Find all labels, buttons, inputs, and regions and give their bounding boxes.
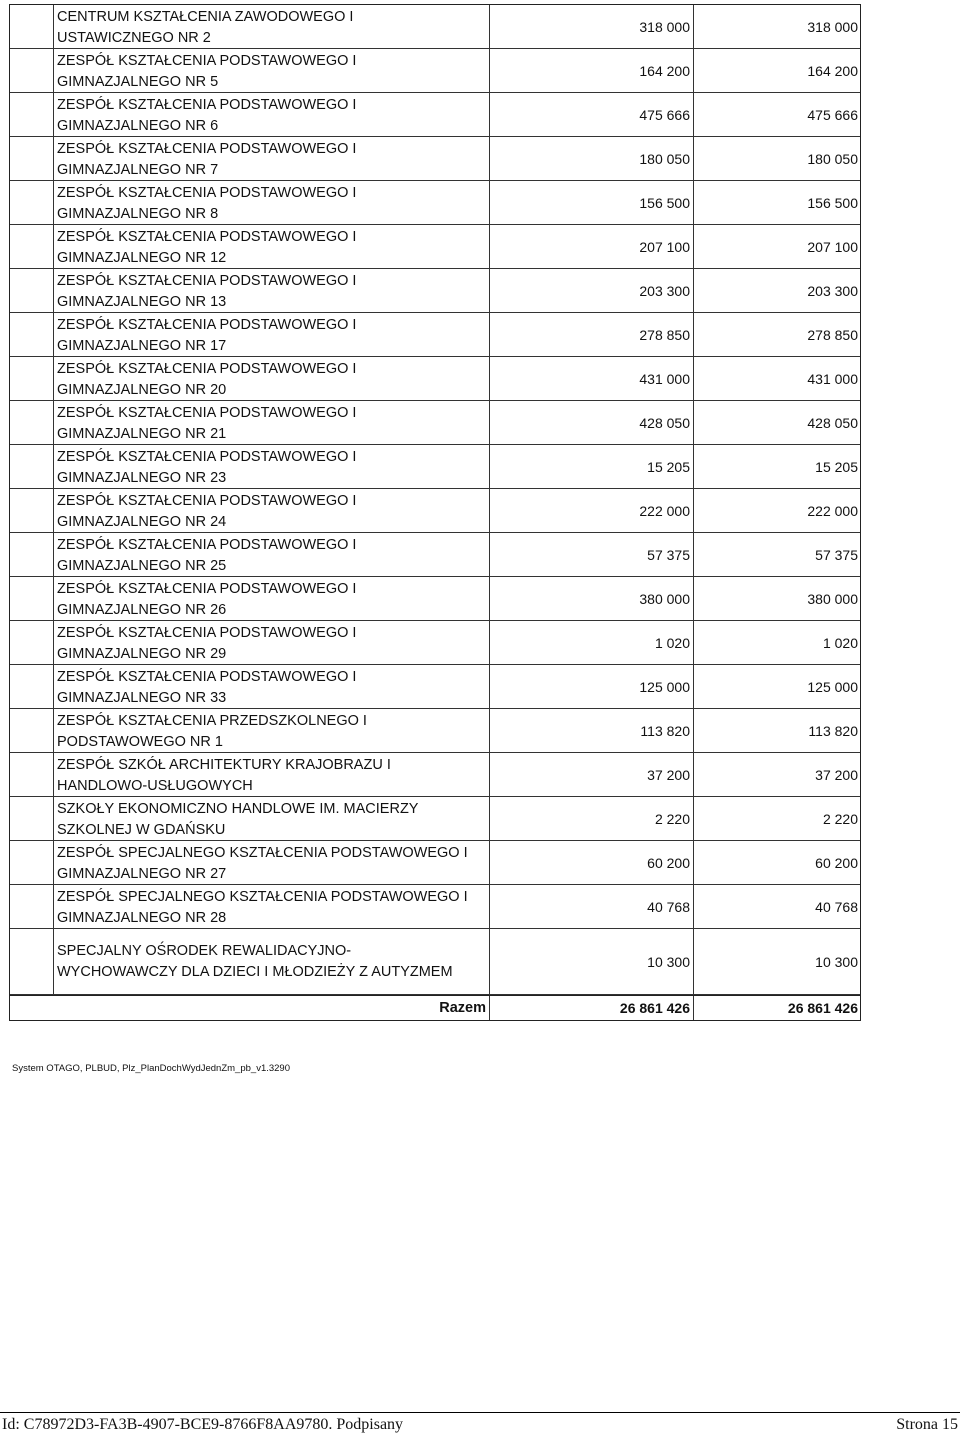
unit-name-line-1: ZESPÓŁ KSZTAŁCENIA PODSTAWOWEGO I bbox=[57, 669, 357, 685]
table-row bbox=[10, 885, 860, 929]
unit-name-cell bbox=[54, 885, 490, 928]
table-row bbox=[10, 753, 860, 797]
unit-name-cell bbox=[54, 225, 490, 268]
after-change-value-cell: 318 000 bbox=[807, 18, 858, 35]
table-row bbox=[10, 49, 860, 93]
plan-value-cell: 156 500 bbox=[490, 181, 694, 224]
plan-value-cell: 164 200 bbox=[490, 49, 694, 92]
unit-name-line-1: ZESPÓŁ KSZTAŁCENIA PODSTAWOWEGO I bbox=[57, 141, 357, 157]
index-cell bbox=[10, 577, 54, 620]
unit-name-line-1: ZESPÓŁ KSZTAŁCENIA PODSTAWOWEGO I bbox=[57, 625, 357, 641]
document-id: Id: C78972D3-FA3B-4907-BCE9-8766F8AA9780. Podpisany bbox=[2, 1416, 404, 1433]
system-note: System OTAGO, PLBUD, Plz_PlanDochWydJednZm_pb_v1.3290 bbox=[12, 1063, 290, 1074]
after-change-value-cell: 431 000 bbox=[807, 370, 858, 387]
after-change-value-cell: 113 820 bbox=[808, 722, 858, 739]
unit-name-cell bbox=[54, 181, 490, 224]
after-change-value-cell: 428 050 bbox=[807, 414, 858, 431]
plan-value-cell: 125 000 bbox=[490, 665, 694, 708]
unit-name-line-2: GIMNAZJALNEGO NR 33 bbox=[57, 690, 227, 706]
plan-value-cell: 278 850 bbox=[490, 313, 694, 356]
total-label: Razem bbox=[54, 996, 490, 1020]
unit-name-line-1: ZESPÓŁ KSZTAŁCENIA PODSTAWOWEGO I bbox=[57, 185, 357, 201]
table-row bbox=[10, 225, 860, 269]
total-spacer-cell bbox=[10, 996, 54, 1020]
unit-name-line-1: ZESPÓŁ SPECJALNEGO KSZTAŁCENIA PODSTAWOWEGO I bbox=[57, 845, 468, 861]
total-row bbox=[10, 995, 860, 1021]
unit-name-cell bbox=[54, 753, 490, 796]
unit-name-cell bbox=[54, 401, 490, 444]
after-change-value-cell: 380 000 bbox=[807, 590, 858, 607]
plan-value-cell: 431 000 bbox=[490, 357, 694, 400]
unit-name-line-2: GIMNAZJALNEGO NR 12 bbox=[57, 250, 227, 266]
after-change-value-cell: 15 205 bbox=[815, 458, 858, 475]
table-row bbox=[10, 5, 860, 49]
index-cell bbox=[10, 269, 54, 312]
unit-name-cell bbox=[54, 665, 490, 708]
unit-name-line-1: ZESPÓŁ KSZTAŁCENIA PODSTAWOWEGO I bbox=[57, 537, 357, 553]
unit-name-line-2: GIMNAZJALNEGO NR 20 bbox=[57, 382, 227, 398]
unit-name-line-1: SPECJALNY OŚRODEK REWALIDACYJNO- bbox=[57, 943, 352, 959]
unit-name-line-2: GIMNAZJALNEGO NR 27 bbox=[57, 866, 227, 882]
after-change-value-cell: 203 300 bbox=[807, 282, 858, 299]
index-cell bbox=[10, 841, 54, 884]
unit-name-line-1: ZESPÓŁ SPECJALNEGO KSZTAŁCENIA PODSTAWOWEGO I bbox=[57, 889, 468, 905]
plan-value-cell: 37 200 bbox=[490, 753, 694, 796]
index-cell bbox=[10, 533, 54, 576]
unit-name-line-1: ZESPÓŁ KSZTAŁCENIA PODSTAWOWEGO I bbox=[57, 361, 357, 377]
unit-name-line-2: GIMNAZJALNEGO NR 23 bbox=[57, 470, 227, 486]
table-row bbox=[10, 489, 860, 533]
unit-name-line-2: HANDLOWO-USŁUGOWYCH bbox=[57, 778, 253, 794]
after-change-value-cell: 2 220 bbox=[822, 810, 858, 827]
table-row bbox=[10, 841, 860, 885]
index-cell bbox=[10, 181, 54, 224]
unit-name-line-2: WYCHOWAWCZY DLA DZIECI I MŁODZIEŻY Z AUTYZMEM bbox=[57, 964, 453, 980]
plan-value-cell: 475 666 bbox=[490, 93, 694, 136]
after-change-value-cell: 156 500 bbox=[807, 194, 858, 211]
table-row bbox=[10, 269, 860, 313]
index-cell bbox=[10, 753, 54, 796]
unit-name-cell bbox=[54, 621, 490, 664]
index-cell bbox=[10, 709, 54, 752]
unit-name-line-2: GIMNAZJALNEGO NR 28 bbox=[57, 910, 227, 926]
table-row bbox=[10, 797, 860, 841]
plan-value-cell: 203 300 bbox=[490, 269, 694, 312]
unit-name-line-2: GIMNAZJALNEGO NR 24 bbox=[57, 514, 227, 530]
index-cell bbox=[10, 665, 54, 708]
unit-name-line-1: CENTRUM KSZTAŁCENIA ZAWODOWEGO I bbox=[57, 9, 354, 25]
after-change-value-cell: 222 000 bbox=[807, 502, 858, 519]
table-row bbox=[10, 577, 860, 621]
unit-name-line-1: ZESPÓŁ KSZTAŁCENIA PODSTAWOWEGO I bbox=[57, 493, 357, 509]
plan-value-cell: 10 300 bbox=[490, 929, 694, 994]
unit-name-line-1: ZESPÓŁ KSZTAŁCENIA PODSTAWOWEGO I bbox=[57, 97, 357, 113]
unit-name-line-2: GIMNAZJALNEGO NR 25 bbox=[57, 558, 227, 574]
after-change-value-cell: 278 850 bbox=[807, 326, 858, 343]
plan-value-cell: 207 100 bbox=[490, 225, 694, 268]
plan-value-cell: 60 200 bbox=[490, 841, 694, 884]
unit-name-cell bbox=[54, 533, 490, 576]
table-row bbox=[10, 621, 860, 665]
after-change-value-cell: 60 200 bbox=[815, 854, 858, 871]
unit-name-line-2: SZKOLNEJ W GDAŃSKU bbox=[57, 822, 226, 838]
table-row bbox=[10, 357, 860, 401]
table-row bbox=[10, 445, 860, 489]
table-row bbox=[10, 709, 860, 753]
total-plan-value: 26 861 426 bbox=[490, 996, 694, 1020]
unit-name-line-1: ZESPÓŁ KSZTAŁCENIA PODSTAWOWEGO I bbox=[57, 317, 357, 333]
table-row bbox=[10, 929, 860, 995]
unit-name-line-1: ZESPÓŁ KSZTAŁCENIA PODSTAWOWEGO I bbox=[57, 273, 357, 289]
unit-name-line-2: GIMNAZJALNEGO NR 13 bbox=[57, 294, 227, 310]
unit-name-line-2: GIMNAZJALNEGO NR 5 bbox=[57, 74, 219, 90]
unit-name-line-2: USTAWICZNEGO NR 2 bbox=[57, 30, 211, 46]
unit-name-line-2: GIMNAZJALNEGO NR 17 bbox=[57, 338, 227, 354]
table-row bbox=[10, 401, 860, 445]
unit-name-line-2: GIMNAZJALNEGO NR 8 bbox=[57, 206, 219, 222]
after-change-value-cell: 37 200 bbox=[815, 766, 858, 783]
plan-value-cell: 1 020 bbox=[490, 621, 694, 664]
unit-name-line-2: GIMNAZJALNEGO NR 7 bbox=[57, 162, 219, 178]
plan-value-cell: 15 205 bbox=[490, 445, 694, 488]
unit-name-cell bbox=[54, 313, 490, 356]
index-cell bbox=[10, 445, 54, 488]
index-cell bbox=[10, 489, 54, 532]
unit-name-line-1: SZKOŁY EKONOMICZNO HANDLOWE IM. MACIERZY bbox=[57, 801, 419, 817]
plan-value-cell: 113 820 bbox=[490, 709, 694, 752]
unit-name-cell bbox=[54, 5, 490, 48]
table-row bbox=[10, 665, 860, 709]
unit-name-cell bbox=[54, 49, 490, 92]
after-change-value-cell: 57 375 bbox=[815, 546, 858, 563]
budget-table bbox=[9, 4, 861, 1021]
after-change-value-cell: 180 050 bbox=[807, 150, 858, 167]
index-cell bbox=[10, 313, 54, 356]
plan-value-cell: 380 000 bbox=[490, 577, 694, 620]
unit-name-cell bbox=[54, 577, 490, 620]
footer-divider bbox=[0, 1412, 960, 1413]
after-change-value-cell: 164 200 bbox=[807, 62, 858, 79]
total-after-change-value: 26 861 426 bbox=[787, 1000, 858, 1016]
table-row bbox=[10, 533, 860, 577]
index-cell bbox=[10, 5, 54, 48]
table-row bbox=[10, 93, 860, 137]
table-row bbox=[10, 313, 860, 357]
after-change-value-cell: 10 300 bbox=[815, 953, 858, 970]
unit-name-line-1: ZESPÓŁ KSZTAŁCENIA PODSTAWOWEGO I bbox=[57, 449, 357, 465]
plan-value-cell: 2 220 bbox=[490, 797, 694, 840]
index-cell bbox=[10, 49, 54, 92]
page-number: Strona 15 bbox=[896, 1416, 958, 1433]
plan-value-cell: 57 375 bbox=[490, 533, 694, 576]
plan-value-cell: 222 000 bbox=[490, 489, 694, 532]
after-change-value-cell: 475 666 bbox=[807, 106, 858, 123]
unit-name-line-1: ZESPÓŁ KSZTAŁCENIA PODSTAWOWEGO I bbox=[57, 405, 357, 421]
plan-value-cell: 318 000 bbox=[490, 5, 694, 48]
index-cell bbox=[10, 357, 54, 400]
unit-name-cell bbox=[54, 357, 490, 400]
unit-name-line-1: ZESPÓŁ KSZTAŁCENIA PODSTAWOWEGO I bbox=[57, 229, 357, 245]
index-cell bbox=[10, 401, 54, 444]
unit-name-cell bbox=[54, 269, 490, 312]
plan-value-cell: 180 050 bbox=[490, 137, 694, 180]
after-change-value-cell: 40 768 bbox=[815, 898, 858, 915]
index-cell bbox=[10, 93, 54, 136]
unit-name-line-2: GIMNAZJALNEGO NR 26 bbox=[57, 602, 227, 618]
table-row bbox=[10, 137, 860, 181]
unit-name-cell bbox=[54, 445, 490, 488]
after-change-value-cell: 1 020 bbox=[822, 634, 858, 651]
unit-name-line-1: ZESPÓŁ KSZTAŁCENIA PRZEDSZKOLNEGO I bbox=[57, 713, 367, 729]
unit-name-cell bbox=[54, 489, 490, 532]
unit-name-line-1: ZESPÓŁ KSZTAŁCENIA PODSTAWOWEGO I bbox=[57, 53, 357, 69]
unit-name-cell bbox=[54, 929, 490, 994]
unit-name-cell bbox=[54, 709, 490, 752]
unit-name-line-2: GIMNAZJALNEGO NR 29 bbox=[57, 646, 227, 662]
index-cell bbox=[10, 885, 54, 928]
index-cell bbox=[10, 137, 54, 180]
index-cell bbox=[10, 621, 54, 664]
unit-name-line-2: GIMNAZJALNEGO NR 21 bbox=[57, 426, 227, 442]
plan-value-cell: 428 050 bbox=[490, 401, 694, 444]
unit-name-cell bbox=[54, 841, 490, 884]
unit-name-cell bbox=[54, 797, 490, 840]
plan-value-cell: 40 768 bbox=[490, 885, 694, 928]
unit-name-line-2: GIMNAZJALNEGO NR 6 bbox=[57, 118, 219, 134]
unit-name-cell bbox=[54, 137, 490, 180]
unit-name-cell bbox=[54, 93, 490, 136]
index-cell bbox=[10, 929, 54, 994]
after-change-value-cell: 125 000 bbox=[807, 678, 858, 695]
after-change-value-cell: 207 100 bbox=[807, 238, 858, 255]
unit-name-line-1: ZESPÓŁ SZKÓŁ ARCHITEKTURY KRAJOBRAZU I bbox=[57, 757, 391, 773]
index-cell bbox=[10, 797, 54, 840]
table-row bbox=[10, 181, 860, 225]
index-cell bbox=[10, 225, 54, 268]
unit-name-line-2: PODSTAWOWEGO NR 1 bbox=[57, 734, 223, 750]
unit-name-line-1: ZESPÓŁ KSZTAŁCENIA PODSTAWOWEGO I bbox=[57, 581, 357, 597]
